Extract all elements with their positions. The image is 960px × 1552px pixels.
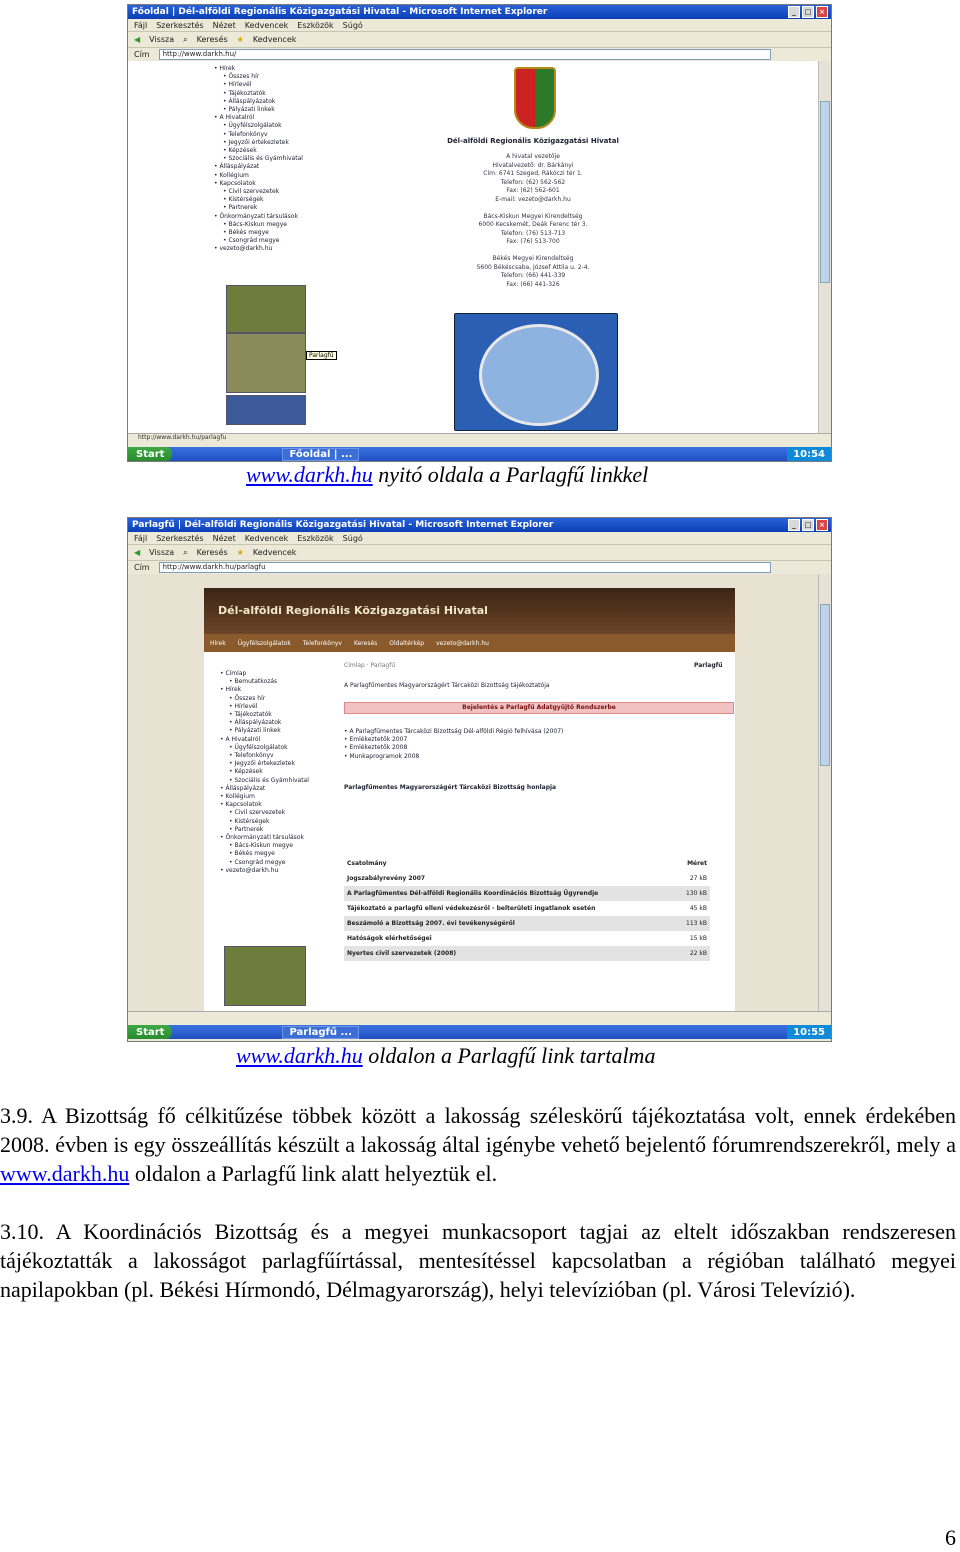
vertical-scrollbar[interactable] bbox=[818, 61, 831, 433]
sidebar-item[interactable]: • vezeto@darkh.hu bbox=[214, 245, 273, 253]
committee-link[interactable]: Parlagfűmentes Magyarországért Tárcaközi Bizottság honlapja bbox=[344, 784, 557, 791]
footer-banner[interactable] bbox=[226, 395, 306, 425]
attachment-name: Hatóságok elérhetőségei bbox=[347, 935, 432, 942]
menu-file[interactable]: Fájl bbox=[134, 20, 148, 30]
sidebar-item[interactable]: • Kapcsolatok bbox=[214, 179, 256, 187]
parlagfu-committee-logo bbox=[454, 313, 618, 431]
favorites-icon[interactable]: ★ bbox=[236, 548, 244, 557]
side-label[interactable]: Parlagfű bbox=[694, 662, 723, 669]
sidebar-item[interactable]: • Összes hír bbox=[229, 694, 266, 702]
sidebar-item[interactable]: • vezeto@darkh.hu bbox=[220, 866, 279, 874]
sidebar-nav bbox=[214, 65, 303, 254]
menu-tools[interactable]: Eszközök bbox=[297, 533, 334, 543]
toolbar bbox=[128, 32, 831, 48]
page-viewport bbox=[128, 61, 819, 433]
clock: 10:54 bbox=[793, 448, 825, 460]
window-titlebar bbox=[128, 518, 831, 532]
contact-line: 5600 Békéscsaba, József Attila u. 2-4. bbox=[476, 263, 590, 271]
sidebar-item[interactable]: • A Hivatalról bbox=[220, 735, 261, 743]
contact-line: Fax: (66) 441-326 bbox=[506, 280, 560, 288]
bullet-list bbox=[344, 728, 563, 761]
window-titlebar bbox=[128, 5, 831, 19]
contact-line bbox=[328, 247, 738, 256]
sidebar-item[interactable]: • Békés megye bbox=[229, 850, 275, 858]
table-row[interactable] bbox=[344, 931, 710, 946]
paragraph-3-9-text-b: oldalon a Parlagfű link alatt helyeztük el. bbox=[129, 1161, 498, 1186]
sidebar-item[interactable]: • Kollégium bbox=[220, 793, 255, 801]
contact-line: Bács-Kiskun Megyei Kirendeltség bbox=[483, 212, 583, 220]
attachment-size: 130 kB bbox=[675, 886, 710, 901]
site-nav bbox=[204, 634, 735, 652]
sidebar-item[interactable]: • Kapcsolatok bbox=[220, 801, 262, 809]
browser-screenshot-homepage bbox=[127, 4, 832, 462]
close-button[interactable]: × bbox=[816, 6, 828, 18]
paragraph-3-10: 3.10. A Koordinációs Bizottság és a megyei munkacsoport tagjai az eltelt időszakban rendszeresen tájékoztatták a lakosságot parlagfűírtással, mentesítéssel kapcsolatban a régióban található megyei napilapokban (pl. Békési Hírmondó, Délmagyarország), helyi televízióban (pl. Városi Televízió). bbox=[0, 1219, 956, 1302]
sidebar-item[interactable]: • A Hivatalról bbox=[214, 114, 255, 122]
attachment-name: Beszámoló a Bizottság 2007. évi tevékenységéről bbox=[344, 916, 675, 931]
favorites-button[interactable]: Kedvencek bbox=[252, 548, 297, 557]
sidebar-item[interactable]: • Pályázati linkek bbox=[223, 106, 275, 114]
contact-line: Telefon: (76) 513-713 bbox=[500, 229, 566, 237]
sidebar-item[interactable]: • Tájékoztatók bbox=[229, 711, 272, 719]
attachment-name: A Parlagfűmentes Dél-alföldi Regionális Koordinációs Bizottság Ügyrendje bbox=[344, 886, 675, 901]
back-button[interactable]: Vissza bbox=[149, 548, 175, 557]
site-nav-item[interactable]: Oldaltérkép bbox=[389, 639, 425, 647]
sidebar-item[interactable]: • Álláspályázat bbox=[220, 784, 266, 792]
coat-of-arms-icon bbox=[514, 67, 556, 129]
site-nav-item[interactable]: Hírek bbox=[210, 639, 226, 647]
minimize-button[interactable]: _ bbox=[788, 6, 800, 18]
contact-line: Telefon: (66) 441-339 bbox=[500, 272, 566, 279]
caption-1 bbox=[246, 462, 648, 488]
browser-screenshot-parlagfu bbox=[127, 517, 832, 1042]
contact-lines bbox=[328, 153, 738, 289]
sidebar-item[interactable]: • Önkormányzati társulások bbox=[214, 212, 298, 220]
menu-edit[interactable]: Szerkesztés bbox=[156, 20, 204, 30]
menu-bar bbox=[128, 532, 831, 545]
table-header-row bbox=[344, 856, 710, 871]
attachment-size: 45 kB bbox=[689, 905, 707, 912]
bullet-link[interactable]: • Munkaprogramok 2008 bbox=[344, 752, 420, 760]
favorites-icon[interactable]: ★ bbox=[236, 35, 244, 44]
caption-1-link[interactable]: www.darkh.hu bbox=[246, 462, 373, 487]
sidebar-item[interactable]: • Hírlevél bbox=[229, 702, 258, 710]
sidebar-item[interactable]: • Önkormányzati társulások bbox=[220, 834, 304, 842]
clock: 10:55 bbox=[793, 1026, 825, 1038]
page-viewport bbox=[128, 574, 819, 1021]
page-number: 6 bbox=[945, 1525, 956, 1550]
parlagfu-image[interactable] bbox=[226, 333, 306, 393]
sidebar-item[interactable]: • Partnerek bbox=[223, 204, 258, 212]
search-button[interactable]: Keresés bbox=[196, 548, 228, 557]
contact-line: Fax: (62) 562-601 bbox=[506, 187, 560, 194]
toolbar bbox=[128, 545, 831, 561]
address-label: Cím bbox=[134, 563, 150, 572]
breadcrumb: Címlap · Parlagfű bbox=[344, 662, 396, 669]
sidebar-item[interactable]: • Tájékoztatók bbox=[223, 89, 266, 97]
contact-line bbox=[328, 204, 738, 213]
table-row[interactable] bbox=[344, 886, 710, 901]
menu-favorites[interactable]: Kedvencek bbox=[244, 533, 289, 543]
sidebar-item[interactable]: • Képzések bbox=[229, 768, 263, 776]
minimize-button[interactable]: _ bbox=[788, 519, 800, 531]
menu-view[interactable]: Nézet bbox=[212, 533, 236, 543]
bullet-link[interactable]: • Emlékeztetők 2007 bbox=[344, 736, 408, 744]
maximize-button[interactable]: □ bbox=[802, 6, 814, 18]
table-row[interactable] bbox=[344, 901, 710, 916]
sidebar-item[interactable]: • Civil szervezetek bbox=[229, 809, 286, 817]
sidebar-item[interactable]: • Álláspályázatok bbox=[229, 719, 282, 727]
attachments-table bbox=[344, 856, 710, 961]
sidebar-item[interactable]: • Szociális és Gyámhivatal bbox=[229, 776, 309, 784]
contact-line: Békés Megyei Kirendeltség bbox=[492, 255, 574, 262]
attachment-name: Tájékoztató a parlagfű elleni védekezésről - belterületi ingatlanok esetén bbox=[347, 905, 596, 912]
caption-2 bbox=[236, 1043, 655, 1069]
sidebar-item[interactable]: • Kistérségek bbox=[229, 817, 270, 825]
status-url: http://www.darkh.hu/parlagfu bbox=[138, 434, 227, 441]
window-title: Főoldal | Dél-alföldi Regionális Közigazgatási Hivatal - Microsoft Internet Explorer bbox=[132, 7, 548, 17]
site-nav-item[interactable]: Telefonkönyv bbox=[302, 639, 342, 647]
search-icon[interactable]: ⌕ bbox=[183, 547, 188, 557]
menu-tools[interactable]: Eszközök bbox=[297, 20, 334, 30]
site-header: Dél-alföldi Regionális Közigazgatási Hivatal bbox=[204, 588, 735, 634]
caption-2-link[interactable]: www.darkh.hu bbox=[236, 1043, 363, 1068]
contact-block bbox=[328, 137, 738, 289]
menu-bar bbox=[128, 19, 831, 32]
contact-line: Telefon: (62) 562-562 bbox=[500, 178, 566, 186]
sidebar-item[interactable]: • Csongrád megye bbox=[223, 237, 280, 245]
system-tray bbox=[787, 1025, 831, 1039]
sidebar-item[interactable]: • Hírek bbox=[220, 686, 242, 694]
sidebar-item[interactable]: • Kollégium bbox=[214, 171, 249, 179]
taskbar-item[interactable]: Főoldal | ... bbox=[282, 448, 359, 461]
attachment-size: 15 kB bbox=[689, 935, 707, 942]
address-bar bbox=[128, 561, 831, 575]
sidebar-item[interactable]: • Ügyfélszolgálatok bbox=[229, 743, 288, 751]
search-icon[interactable]: ⌕ bbox=[183, 34, 188, 44]
contact-line: E-mail: vezeto@darkh.hu bbox=[495, 195, 571, 203]
menu-view[interactable]: Nézet bbox=[212, 20, 236, 30]
sidebar-nav bbox=[220, 670, 309, 875]
sidebar-item[interactable]: • Képzések bbox=[223, 147, 257, 155]
status-bar bbox=[128, 1011, 831, 1022]
taskbar-item[interactable]: Parlagfű ... bbox=[282, 1026, 358, 1039]
sidebar-item[interactable]: • Hírlevél bbox=[223, 81, 252, 89]
sidebar-item[interactable]: • Békés megye bbox=[223, 229, 269, 237]
start-button[interactable]: Start bbox=[128, 447, 172, 461]
favorites-button[interactable]: Kedvencek bbox=[252, 35, 297, 44]
menu-file[interactable]: Fájl bbox=[134, 533, 148, 543]
contact-line: Cím: 6741 Szeged, Rákóczi tér 1. bbox=[483, 170, 583, 177]
sidebar-item[interactable]: • Összes hír bbox=[223, 73, 260, 81]
menu-favorites[interactable]: Kedvencek bbox=[244, 20, 289, 30]
bullet-link[interactable]: • Emlékeztetők 2008 bbox=[344, 744, 408, 752]
sidebar-item[interactable]: • Álláspályázatok bbox=[223, 97, 276, 105]
org-title: Dél-alföldi Regionális Közigazgatási Hivatal bbox=[447, 137, 619, 145]
caption-1-text: nyitó oldala a Parlagfű linkkel bbox=[372, 462, 649, 487]
table-header-cell: Méret bbox=[675, 856, 710, 871]
bullet-link[interactable]: • A Parlagfűmentes Tárcaközi Bizottság Dél-alföldi Régió felhívása (2007) bbox=[344, 728, 564, 735]
start-button[interactable]: Start bbox=[128, 1025, 172, 1039]
maximize-button[interactable]: □ bbox=[802, 519, 814, 531]
back-icon[interactable]: ◀ bbox=[134, 548, 141, 557]
taskbar bbox=[128, 447, 831, 461]
sidebar-item[interactable]: • Jegyzői értekezletek bbox=[223, 138, 289, 146]
sidebar-item[interactable]: • Civil szervezetek bbox=[223, 188, 280, 196]
taskbar bbox=[128, 1025, 831, 1039]
attachment-name: Nyertes civil szervezetek (2008) bbox=[344, 946, 675, 961]
menu-help[interactable]: Súgó bbox=[342, 533, 363, 543]
vertical-scrollbar[interactable] bbox=[818, 574, 831, 1021]
close-button[interactable]: × bbox=[816, 519, 828, 531]
sidebar-item[interactable]: • Álláspályázat bbox=[214, 163, 260, 171]
sidebar-item[interactable]: • Csongrád megye bbox=[229, 858, 286, 866]
sidebar-item[interactable]: • Telefonkönyv bbox=[229, 752, 274, 760]
paragraph-3-9-text-a: 3.9. A Bizottság fő célkitűzése többek között a lakosság széleskörű tájékoztatása volt, ennek érdekében 2008. évben is egy összeállítás készült a lakosság által igénybe vehető bejelentő fórumrendszerekről, mely a bbox=[0, 1103, 956, 1157]
sidebar-item[interactable]: • Kistérségek bbox=[223, 196, 264, 204]
paragraph-3-9 bbox=[0, 1101, 956, 1188]
sidebar-item[interactable]: • Szociális és Gyámhivatal bbox=[223, 155, 303, 163]
attachment-size: 27 kB bbox=[689, 875, 707, 882]
status-bar bbox=[128, 433, 831, 444]
back-icon[interactable]: ◀ bbox=[134, 35, 141, 44]
sidebar-item[interactable]: • Pályázati linkek bbox=[229, 727, 281, 735]
sidebar-item[interactable]: • Bemutatkozás bbox=[229, 678, 278, 686]
intro-text: A Parlagfűmentes Magyarországért Tárcaközi Bizottság tájékoztatója bbox=[344, 682, 550, 689]
table-row[interactable] bbox=[344, 871, 710, 886]
window-title: Parlagfű | Dél-alföldi Regionális Közigazgatási Hivatal - Microsoft Internet Explorer bbox=[132, 520, 554, 530]
table-row[interactable] bbox=[344, 946, 710, 961]
sidebar-item[interactable]: • Jegyzői értekezletek bbox=[229, 760, 295, 768]
site-nav-item[interactable]: vezeto@darkh.hu bbox=[436, 639, 489, 647]
contact-line: Hivatalvezető: dr. Bárkányi bbox=[492, 161, 574, 169]
attachment-size: 22 kB bbox=[675, 946, 710, 961]
address-label: Cím bbox=[134, 50, 150, 59]
table-header-cell: Csatolmány bbox=[344, 856, 675, 871]
contact-line: 6000 Kecskemét, Deák Ferenc tér 3. bbox=[478, 221, 588, 228]
contact-line: Fax: (76) 513-700 bbox=[506, 238, 560, 245]
parlagfu-tooltip: Parlagfű bbox=[306, 351, 337, 360]
site-nav-item[interactable]: Keresés bbox=[353, 639, 378, 647]
caption-2-text: oldalon a Parlagfű link tartalma bbox=[362, 1043, 656, 1068]
site-nav-item[interactable]: Ügyfélszolgálatok bbox=[237, 639, 291, 647]
back-button[interactable]: Vissza bbox=[149, 35, 175, 44]
sidebar-item[interactable]: • Partnerek bbox=[229, 825, 264, 833]
sidebar-item[interactable]: • Bács-Kiskun megye bbox=[229, 842, 293, 850]
address-input[interactable]: http://www.darkh.hu/ bbox=[159, 49, 771, 60]
contact-line: A hivatal vezetője bbox=[506, 153, 560, 160]
report-link-box[interactable]: Bejelentés a Parlagfű Adatgyűjtő Rendszerbe bbox=[344, 702, 734, 714]
sidebar-item[interactable]: • Címlap bbox=[220, 670, 247, 677]
address-bar bbox=[128, 48, 831, 62]
menu-help[interactable]: Súgó bbox=[342, 20, 363, 30]
system-tray bbox=[787, 447, 831, 461]
promo-banner[interactable] bbox=[224, 946, 306, 1006]
attachment-size: 113 kB bbox=[675, 916, 710, 931]
attachment-name: Jogszabályrevény 2007 bbox=[347, 875, 426, 882]
table-row[interactable] bbox=[344, 916, 710, 931]
sidebar-item[interactable]: • Hírek bbox=[214, 65, 236, 72]
sidebar-item[interactable]: • Bács-Kiskun megye bbox=[223, 220, 287, 228]
menu-edit[interactable]: Szerkesztés bbox=[156, 533, 204, 543]
paragraph-3-9-link[interactable]: www.darkh.hu bbox=[0, 1161, 130, 1186]
search-button[interactable]: Keresés bbox=[196, 35, 228, 44]
sidebar-item[interactable]: • Ügyfélszolgálatok bbox=[223, 122, 282, 130]
promo-banner[interactable] bbox=[226, 285, 306, 333]
sidebar-item[interactable]: • Telefonkönyv bbox=[223, 130, 268, 138]
address-input[interactable]: http://www.darkh.hu/parlagfu bbox=[159, 562, 771, 573]
